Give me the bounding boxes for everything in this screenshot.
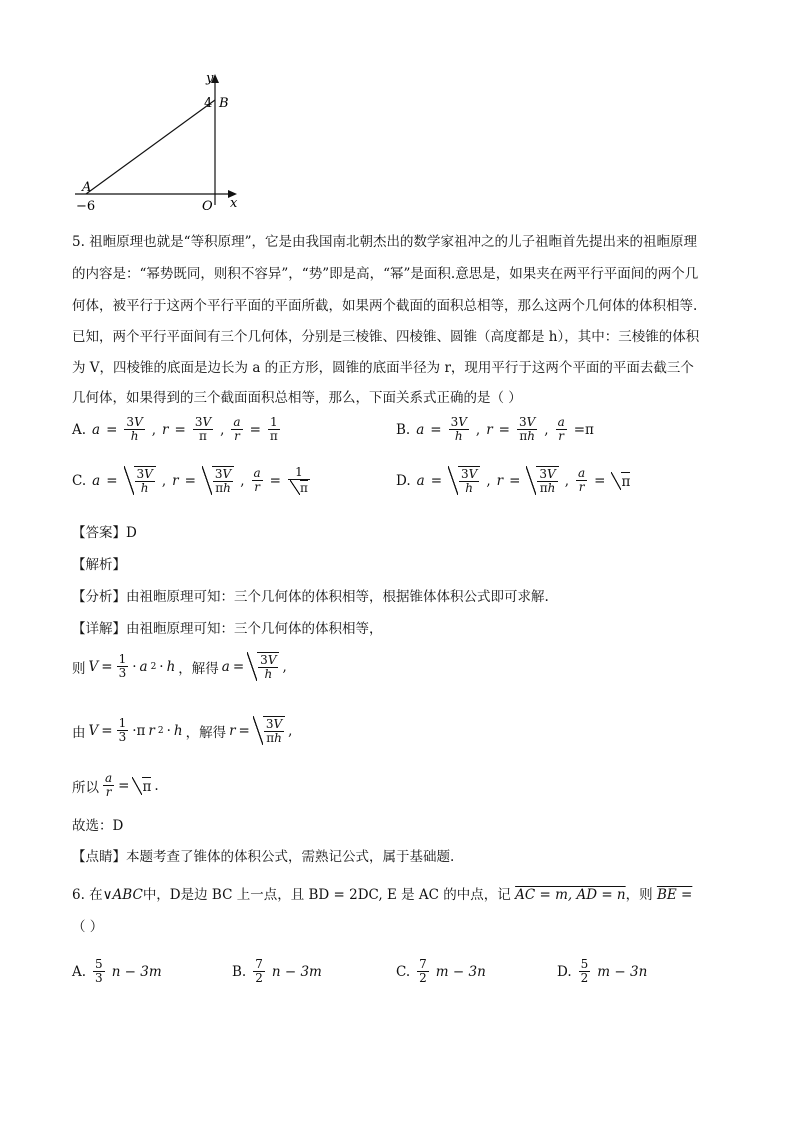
step-2: 由 V = $\frac{1}{3}$ ·π r 2 · h ，解得 r = $\frac{3V}{\pi h}$ , bbox=[72, 716, 293, 745]
q6-option-b[interactable]: B. $\frac{7}{2}$ n − 3m bbox=[232, 957, 322, 985]
analysis-tag: 【解析】 bbox=[72, 557, 126, 573]
q6-option-c[interactable]: C. $\frac{7}{2}$ m − 3n bbox=[396, 957, 486, 985]
dianjing-text: 本题考查了锥体的体积公式，需熟记公式，属于基础题. bbox=[126, 849, 455, 865]
xiangjie-text: 由祖暅原理可知：三个几何体的体积相等， bbox=[126, 621, 383, 637]
q5-option-a[interactable]: A. a = $\frac{3V}{h}$ , r = $\frac{3V}{\pi}$ , $\frac{a}{r}$ = $\frac{1}{\pi}$ bbox=[72, 415, 278, 443]
y-axis-label: y bbox=[206, 71, 214, 86]
q5-option-b[interactable]: B. a = $\frac{3V}{h}$ , r = $\frac{3V}{\pi h}$ , $\frac{a}{r}$ =π bbox=[396, 415, 594, 443]
q6-option-d[interactable]: D. $\frac{5}{2}$ m − 3n bbox=[557, 957, 648, 985]
fenxi-text: 由祖暅原理可知：三个几何体的体积相等，根据锥体体积公式即可求解. bbox=[126, 589, 549, 605]
q6-stem-prefix: 6. 在 bbox=[72, 887, 103, 903]
q5-line-4: 已知，两个平行平面间有三个几何体，分别是三棱锥、四棱锥、圆锥（高度都是 h），其中：三棱锥的体积 bbox=[72, 329, 700, 345]
step-1-prefix: 则 bbox=[72, 660, 86, 677]
option-label: B. bbox=[232, 963, 247, 980]
q6-stem-mid: 中，D是边 BC 上一点，且 BD = 2DC, E 是 AC 的中点，记 bbox=[142, 887, 511, 903]
option-expr: n − 3m bbox=[111, 963, 162, 980]
answer-value: D bbox=[126, 525, 137, 541]
step-1-mid: ，解得 bbox=[178, 660, 219, 677]
q5-line-6: 几何体，如果得到的三个截面面积总相等，那么，下面关系式正确的是（ ） bbox=[72, 390, 522, 406]
option-label: B. bbox=[396, 421, 411, 438]
q6-vectors: AC = m, AD = n bbox=[515, 887, 626, 903]
q5-line-2: 的内容是：“幂势既同，则积不容异”，“势”即是高，“幂”是面积.意思是，如果夹在两平行平面间的两个几 bbox=[72, 266, 699, 282]
x-tick-label: −6 bbox=[76, 199, 96, 214]
q5-option-d[interactable]: D. a = $\frac{3V}{h}$ , r = $\frac{3V}{\pi h}$ , $\frac{a}{r}$ = π bbox=[396, 466, 631, 495]
conclusion: 故选：D bbox=[72, 818, 124, 834]
fenxi-row bbox=[72, 587, 549, 607]
option-expr: n − 3m bbox=[271, 963, 322, 980]
option-expr: m − 3n bbox=[435, 963, 486, 980]
origin-label: O bbox=[202, 199, 213, 214]
q5-line-1: 5. 祖暅原理也就是“等积原理”，它是由我国南北朝杰出的数学家祖冲之的儿子祖暅首先提出来的祖暅原理 bbox=[72, 234, 697, 250]
option-label: A. bbox=[72, 963, 87, 980]
dianjing-row bbox=[72, 847, 454, 867]
x-axis-label: x bbox=[230, 196, 238, 211]
q6-paren: （ ） bbox=[72, 919, 104, 935]
option-label: A. bbox=[72, 421, 87, 438]
xiangjie-row bbox=[72, 619, 383, 639]
q6-target-vector: BE = bbox=[656, 887, 693, 903]
q6-stem bbox=[72, 885, 692, 905]
step-2-prefix: 由 bbox=[72, 724, 86, 741]
q6-stem-suffix: ，则 bbox=[625, 887, 653, 903]
coordinate-graph bbox=[70, 70, 250, 215]
q5-line-5: 为 V，四棱锥的底面是边长为 a 的正方形，圆锥的底面半径为 r，现用平行于这两个平面的平面去截三个 bbox=[72, 360, 694, 376]
xiangjie-tag: 【详解】 bbox=[72, 621, 126, 637]
step-3: 所以 $\frac{a}{r}$ = π . bbox=[72, 771, 159, 799]
q5-option-c[interactable]: C. a = $\frac{3V}{h}$ , r = $\frac{3V}{\pi h}$ , $\frac{a}{r}$ = $\frac{1}{\pi}$ bbox=[72, 465, 308, 495]
q5-line-3: 何体，被平行于这两个平行平面的平面所截，如果两个截面的面积总相等，那么这两个几何体的体积相等. bbox=[72, 298, 698, 314]
step-1: 则 V = $\frac{1}{3}$ · a 2 · h ，解得 a = $\frac{3V}{h}$ , bbox=[72, 652, 287, 681]
point-a-label: A bbox=[82, 180, 92, 195]
q6-triangle: ∨ABC bbox=[102, 887, 143, 903]
y-tick-label: 4 bbox=[204, 96, 213, 111]
answer-row bbox=[72, 523, 137, 543]
option-label: C. bbox=[396, 963, 411, 980]
q6-option-a[interactable]: A. $\frac{5}{3}$ n − 3m bbox=[72, 957, 162, 985]
dianjing-tag: 【点睛】 bbox=[72, 849, 126, 865]
point-b-label: B bbox=[219, 96, 229, 111]
step-3-prefix: 所以 bbox=[72, 779, 99, 796]
step-2-mid: ，解得 bbox=[185, 724, 227, 741]
fenxi-tag: 【分析】 bbox=[72, 589, 126, 605]
option-label: D. bbox=[396, 472, 411, 489]
segment-ab bbox=[86, 100, 215, 194]
option-expr: m − 3n bbox=[597, 963, 648, 980]
option-label: D. bbox=[557, 963, 572, 980]
option-label: C. bbox=[72, 472, 87, 489]
answer-tag: 【答案】 bbox=[72, 525, 126, 541]
